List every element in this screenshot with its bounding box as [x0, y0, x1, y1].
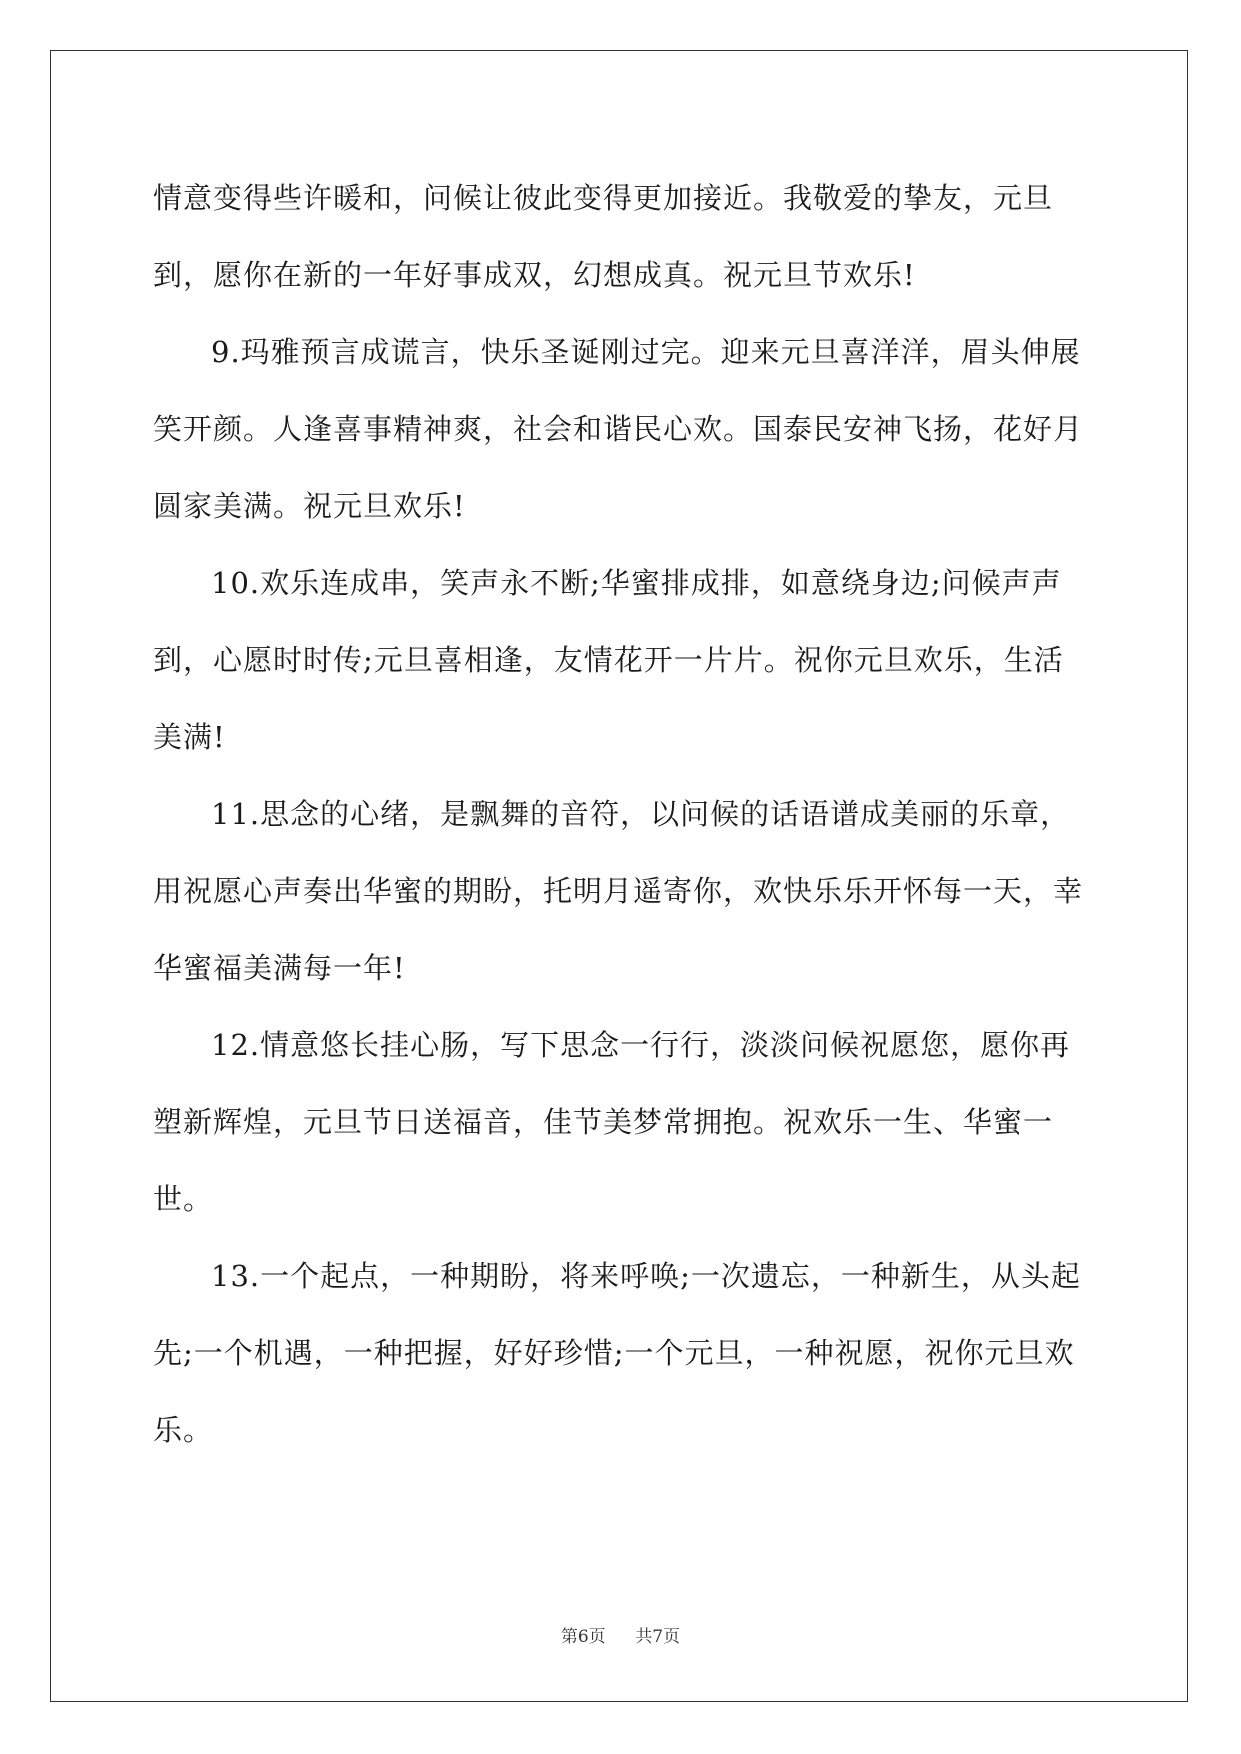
paragraph-item-12: 12.情意悠长挂心肠，写下思念一行行，淡淡问候祝愿您，愿你再塑新辉煌，元旦节日送福音，佳节美梦常拥抱。祝欢乐一生、华蜜一世。	[153, 1028, 1071, 1216]
document-body	[153, 160, 1089, 1469]
paragraph-item-10: 10.欢乐连成串，笑声永不断;华蜜排成排，如意绕身边;问候声声到，心愿时时传;元旦喜相逢，友情花开一片片。祝你元旦欢乐，生活美满!	[153, 566, 1064, 754]
page-number: 第6页	[560, 1627, 606, 1647]
page-total: 共7页	[635, 1627, 681, 1647]
paragraph-item-9: 9.玛雅预言成谎言，快乐圣诞刚过完。迎来元旦喜洋洋，眉头伸展笑开颜。人逢喜事精神爽，社会和谐民心欢。国泰民安神飞扬，花好月圆家美满。祝元旦欢乐!	[153, 335, 1084, 523]
paragraph-continuation: 情意变得些许暖和，问候让彼此变得更加接近。我敬爱的挚友，元旦到，愿你在新的一年好事成双，幻想成真。祝元旦节欢乐!	[153, 181, 1054, 292]
paragraph-item-11: 11.思念的心绪，是飘舞的音符，以问候的话语谱成美丽的乐章，用祝愿心声奏出华蜜的期盼，托明月遥寄你，欢快乐乐开怀每一天，幸华蜜福美满每一年!	[153, 797, 1084, 985]
page-footer	[0, 1622, 1241, 1647]
paragraph-item-13: 13.一个起点，一种期盼，将来呼唤;一次遗忘，一种新生，从头起先;一个机遇，一种把握，好好珍惜;一个元旦，一种祝愿，祝你元旦欢乐。	[153, 1259, 1081, 1447]
